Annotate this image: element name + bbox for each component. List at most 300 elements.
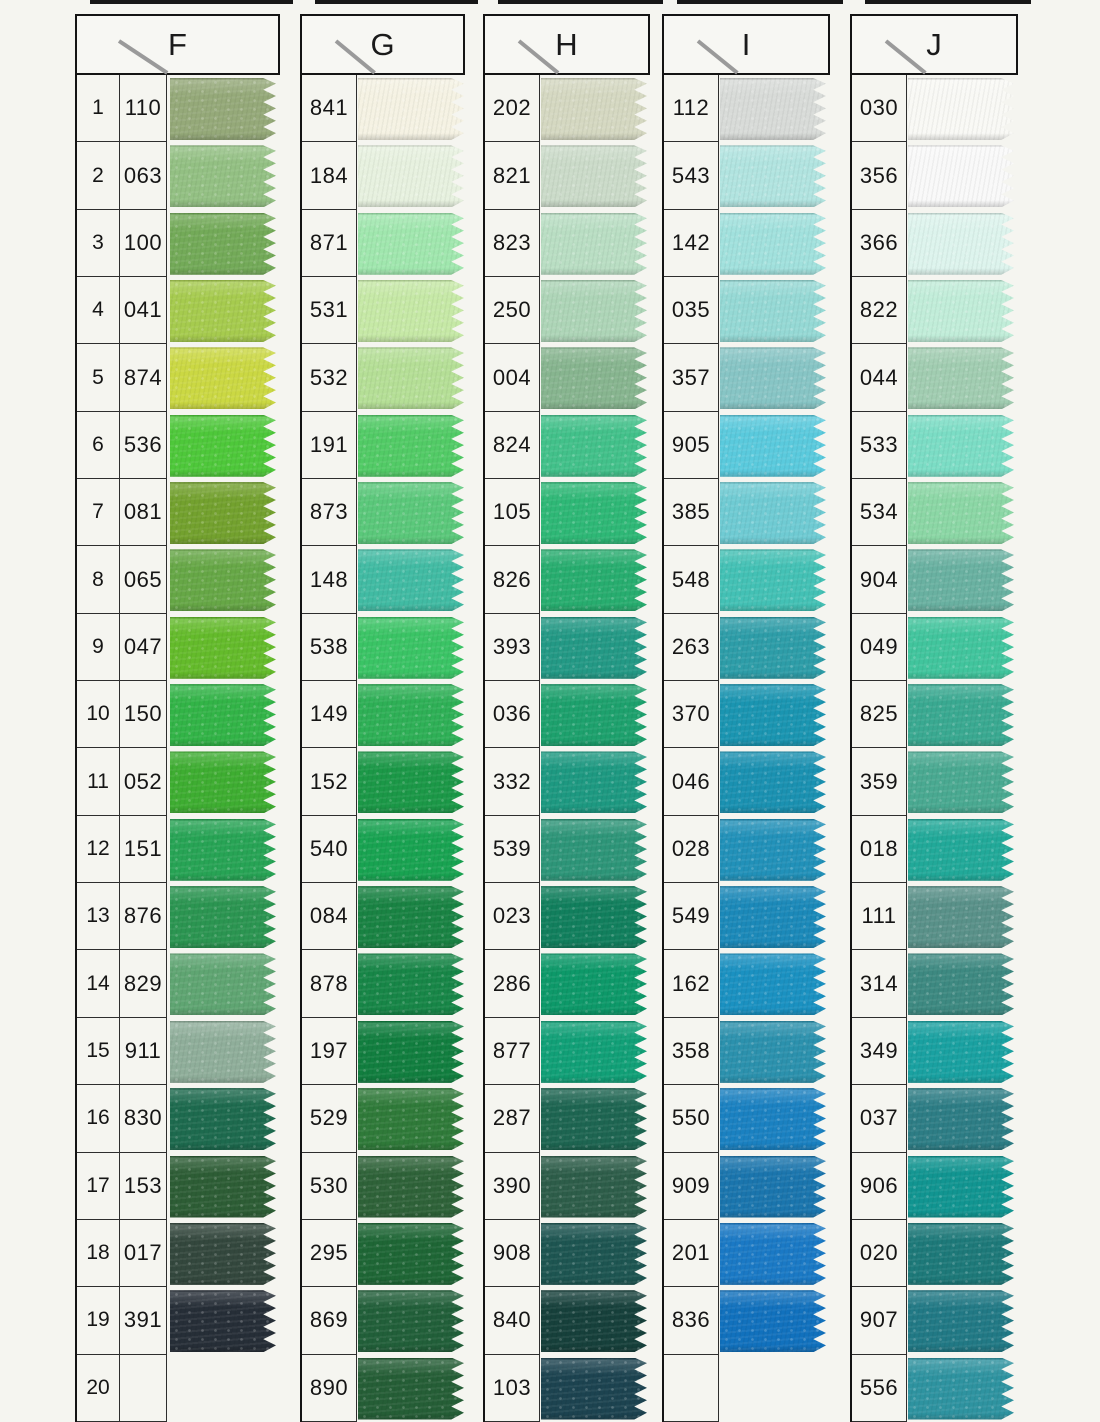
table-row bbox=[664, 816, 719, 883]
table-row bbox=[852, 210, 907, 277]
swatch-slot bbox=[358, 75, 466, 142]
fabric-swatch bbox=[358, 213, 464, 275]
swatch-slot bbox=[908, 210, 1016, 277]
header-diagonal-line-icon bbox=[519, 41, 558, 73]
color-code: 539 bbox=[485, 816, 540, 882]
table-row bbox=[77, 1355, 167, 1422]
swatch-slot bbox=[908, 816, 1016, 883]
swatch-strip bbox=[170, 75, 278, 1422]
color-code: 908 bbox=[485, 1220, 540, 1286]
swatch-slot bbox=[358, 816, 466, 883]
table-row bbox=[664, 1355, 719, 1422]
fabric-swatch bbox=[358, 1223, 464, 1285]
fabric-swatch bbox=[358, 751, 464, 813]
fabric-swatch bbox=[908, 145, 1014, 207]
table-row bbox=[485, 142, 540, 209]
table-row bbox=[852, 614, 907, 681]
color-code: 529 bbox=[302, 1085, 357, 1151]
color-code: 100 bbox=[120, 210, 167, 276]
table-row bbox=[485, 479, 540, 546]
swatch-slot bbox=[720, 546, 828, 613]
table-row bbox=[302, 344, 357, 411]
color-code: 028 bbox=[664, 816, 719, 882]
table-row bbox=[302, 681, 357, 748]
fabric-swatch bbox=[908, 549, 1014, 611]
fabric-swatch bbox=[908, 1088, 1014, 1150]
color-code: 349 bbox=[852, 1018, 907, 1084]
table-row bbox=[852, 546, 907, 613]
table-row bbox=[77, 1085, 167, 1152]
table-row bbox=[77, 883, 167, 950]
swatch-slot bbox=[358, 1355, 466, 1422]
row-number: 6 bbox=[77, 412, 120, 478]
table-row bbox=[852, 816, 907, 883]
table-row bbox=[77, 1287, 167, 1354]
swatch-slot bbox=[541, 1085, 649, 1152]
fabric-swatch bbox=[170, 1156, 276, 1218]
row-number: 12 bbox=[77, 816, 120, 882]
fabric-swatch bbox=[908, 886, 1014, 948]
color-code: 065 bbox=[120, 546, 167, 612]
table-row bbox=[77, 277, 167, 344]
table-row bbox=[302, 142, 357, 209]
fabric-swatch bbox=[720, 549, 826, 611]
fabric-swatch bbox=[358, 415, 464, 477]
swatch-slot bbox=[170, 210, 278, 277]
swatch-slot bbox=[908, 1355, 1016, 1422]
color-code: 821 bbox=[485, 142, 540, 208]
swatch-slot bbox=[358, 142, 466, 209]
swatch-slot bbox=[541, 344, 649, 411]
swatch-slot bbox=[720, 883, 828, 950]
swatch-slot bbox=[720, 277, 828, 344]
swatch-slot bbox=[908, 1153, 1016, 1220]
column-header bbox=[483, 14, 650, 75]
row-number: 3 bbox=[77, 210, 120, 276]
table-row bbox=[485, 748, 540, 815]
color-code: 869 bbox=[302, 1287, 357, 1353]
fabric-swatch bbox=[720, 751, 826, 813]
swatch-slot bbox=[541, 1018, 649, 1085]
column-letter: J bbox=[926, 27, 942, 62]
swatch-slot bbox=[358, 681, 466, 748]
color-code: 550 bbox=[664, 1085, 719, 1151]
color-code: 871 bbox=[302, 210, 357, 276]
fabric-swatch bbox=[908, 684, 1014, 746]
table-row bbox=[302, 748, 357, 815]
column-header bbox=[75, 14, 280, 75]
color-code: 023 bbox=[485, 883, 540, 949]
swatch-slot bbox=[170, 950, 278, 1017]
row-number: 9 bbox=[77, 614, 120, 680]
row-number: 1 bbox=[77, 75, 120, 141]
table-row bbox=[664, 479, 719, 546]
table-row bbox=[77, 614, 167, 681]
color-code: 370 bbox=[664, 681, 719, 747]
fabric-swatch bbox=[908, 415, 1014, 477]
swatch-slot bbox=[170, 479, 278, 546]
table-row bbox=[485, 614, 540, 681]
swatch-slot bbox=[541, 210, 649, 277]
color-code: 824 bbox=[485, 412, 540, 478]
color-code: 332 bbox=[485, 748, 540, 814]
swatch-slot bbox=[358, 950, 466, 1017]
table-row bbox=[485, 816, 540, 883]
color-code: 841 bbox=[302, 75, 357, 141]
swatch-slot bbox=[908, 748, 1016, 815]
column-letter: H bbox=[555, 27, 578, 62]
swatch-slot bbox=[170, 1220, 278, 1287]
scan-remnant-mark bbox=[677, 0, 843, 4]
table-row bbox=[302, 412, 357, 479]
fabric-swatch bbox=[170, 1088, 276, 1150]
table-row bbox=[302, 1153, 357, 1220]
color-code: 357 bbox=[664, 344, 719, 410]
table-row bbox=[302, 950, 357, 1017]
table-row bbox=[664, 277, 719, 344]
table-row bbox=[77, 210, 167, 277]
fabric-swatch bbox=[541, 1290, 647, 1352]
color-code: 878 bbox=[302, 950, 357, 1016]
fabric-swatch bbox=[720, 886, 826, 948]
fabric-swatch bbox=[358, 347, 464, 409]
fabric-swatch bbox=[720, 1156, 826, 1218]
code-cell-grid bbox=[483, 75, 540, 1422]
color-code: 904 bbox=[852, 546, 907, 612]
color-code bbox=[120, 1355, 167, 1421]
table-row bbox=[852, 344, 907, 411]
fabric-swatch bbox=[170, 617, 276, 679]
swatch-slot bbox=[170, 816, 278, 883]
swatch-slot bbox=[541, 681, 649, 748]
color-code: 103 bbox=[485, 1355, 540, 1421]
swatch-slot bbox=[908, 1085, 1016, 1152]
color-code: 826 bbox=[485, 546, 540, 612]
fabric-swatch bbox=[541, 145, 647, 207]
color-code: 018 bbox=[852, 816, 907, 882]
swatch-slot bbox=[358, 344, 466, 411]
swatch-slot bbox=[908, 277, 1016, 344]
fabric-swatch bbox=[358, 280, 464, 342]
color-code: 314 bbox=[852, 950, 907, 1016]
swatch-strip bbox=[541, 75, 649, 1422]
swatch-slot bbox=[720, 1287, 828, 1354]
table-row bbox=[485, 546, 540, 613]
fabric-swatch bbox=[720, 819, 826, 881]
swatch-slot bbox=[541, 614, 649, 681]
swatch-slot bbox=[170, 1085, 278, 1152]
fabric-swatch bbox=[720, 1021, 826, 1083]
color-code: 390 bbox=[485, 1153, 540, 1219]
row-number: 20 bbox=[77, 1355, 120, 1421]
table-row bbox=[485, 210, 540, 277]
scan-remnant-mark bbox=[865, 0, 1031, 4]
row-number: 4 bbox=[77, 277, 120, 343]
row-number: 10 bbox=[77, 681, 120, 747]
swatch-slot bbox=[908, 142, 1016, 209]
color-code: 823 bbox=[485, 210, 540, 276]
color-code: 004 bbox=[485, 344, 540, 410]
color-code: 162 bbox=[664, 950, 719, 1016]
swatch-slot bbox=[541, 950, 649, 1017]
table-row bbox=[852, 412, 907, 479]
table-row bbox=[664, 1287, 719, 1354]
table-row bbox=[77, 1018, 167, 1085]
table-row bbox=[664, 950, 719, 1017]
fabric-swatch bbox=[908, 1156, 1014, 1218]
swatch-slot bbox=[170, 614, 278, 681]
color-code: 047 bbox=[120, 614, 167, 680]
column-letter: I bbox=[741, 27, 751, 62]
row-number: 19 bbox=[77, 1287, 120, 1353]
table-row bbox=[664, 1153, 719, 1220]
fabric-swatch bbox=[170, 482, 276, 544]
table-row bbox=[485, 1220, 540, 1287]
row-number: 14 bbox=[77, 950, 120, 1016]
fabric-swatch bbox=[720, 347, 826, 409]
column-header bbox=[662, 14, 830, 75]
code-cell-grid bbox=[75, 75, 167, 1422]
swatch-slot bbox=[541, 412, 649, 479]
swatch-slot bbox=[170, 681, 278, 748]
scan-remnant-mark bbox=[315, 0, 478, 4]
fabric-swatch bbox=[720, 1088, 826, 1150]
color-code: 063 bbox=[120, 142, 167, 208]
color-column bbox=[850, 14, 1018, 1422]
column-header bbox=[850, 14, 1018, 75]
table-row bbox=[664, 748, 719, 815]
swatch-slot bbox=[720, 142, 828, 209]
color-code: 112 bbox=[664, 75, 719, 141]
color-code: 250 bbox=[485, 277, 540, 343]
fabric-swatch bbox=[541, 684, 647, 746]
swatch-slot bbox=[541, 479, 649, 546]
color-code: 385 bbox=[664, 479, 719, 545]
swatch-slot bbox=[720, 75, 828, 142]
swatch-slot bbox=[358, 1085, 466, 1152]
row-number: 18 bbox=[77, 1220, 120, 1286]
fabric-swatch bbox=[541, 213, 647, 275]
swatch-slot bbox=[541, 142, 649, 209]
swatch-slot bbox=[541, 1287, 649, 1354]
swatch-slot bbox=[358, 1153, 466, 1220]
swatch-slot bbox=[170, 412, 278, 479]
color-code: 822 bbox=[852, 277, 907, 343]
swatch-slot bbox=[170, 142, 278, 209]
table-row bbox=[77, 1153, 167, 1220]
table-row bbox=[77, 344, 167, 411]
swatch-slot bbox=[720, 1018, 828, 1085]
table-row bbox=[852, 479, 907, 546]
fabric-swatch bbox=[541, 1021, 647, 1083]
fabric-swatch bbox=[908, 751, 1014, 813]
color-code: 017 bbox=[120, 1220, 167, 1286]
color-code: 152 bbox=[302, 748, 357, 814]
table-row bbox=[302, 1220, 357, 1287]
fabric-swatch bbox=[908, 1223, 1014, 1285]
row-number: 15 bbox=[77, 1018, 120, 1084]
table-row bbox=[485, 344, 540, 411]
swatch-slot bbox=[908, 479, 1016, 546]
table-row bbox=[852, 1220, 907, 1287]
fabric-swatch bbox=[541, 1223, 647, 1285]
color-code: 359 bbox=[852, 748, 907, 814]
color-code: 905 bbox=[664, 412, 719, 478]
swatch-slot bbox=[720, 412, 828, 479]
color-code: 877 bbox=[485, 1018, 540, 1084]
color-code: 081 bbox=[120, 479, 167, 545]
fabric-swatch bbox=[358, 1156, 464, 1218]
color-code: 049 bbox=[852, 614, 907, 680]
header-diagonal-line-icon bbox=[119, 41, 167, 73]
fabric-swatch bbox=[541, 347, 647, 409]
color-code: 874 bbox=[120, 344, 167, 410]
fabric-swatch bbox=[358, 1290, 464, 1352]
color-column bbox=[300, 14, 465, 1422]
color-code: 197 bbox=[302, 1018, 357, 1084]
table-row bbox=[664, 1018, 719, 1085]
swatch-slot bbox=[908, 1018, 1016, 1085]
color-code: 110 bbox=[120, 75, 167, 141]
swatch-slot bbox=[541, 277, 649, 344]
color-code: 149 bbox=[302, 681, 357, 747]
swatch-slot bbox=[170, 75, 278, 142]
swatch-slot bbox=[170, 1355, 278, 1422]
color-code: 358 bbox=[664, 1018, 719, 1084]
fabric-swatch bbox=[541, 953, 647, 1015]
fabric-swatch bbox=[358, 1358, 464, 1420]
table-row bbox=[664, 681, 719, 748]
fabric-swatch bbox=[541, 415, 647, 477]
color-code: 534 bbox=[852, 479, 907, 545]
swatch-slot bbox=[170, 1287, 278, 1354]
table-row bbox=[302, 1018, 357, 1085]
fabric-swatch bbox=[541, 819, 647, 881]
table-row bbox=[664, 614, 719, 681]
table-row bbox=[664, 142, 719, 209]
table-row bbox=[302, 614, 357, 681]
swatch-slot bbox=[358, 546, 466, 613]
color-code: 037 bbox=[852, 1085, 907, 1151]
table-row bbox=[485, 1287, 540, 1354]
fabric-swatch bbox=[541, 280, 647, 342]
color-code: 142 bbox=[664, 210, 719, 276]
table-row bbox=[77, 142, 167, 209]
swatch-slot bbox=[170, 883, 278, 950]
table-row bbox=[485, 412, 540, 479]
scan-remnant-mark bbox=[90, 0, 293, 4]
table-row bbox=[852, 1287, 907, 1354]
color-column bbox=[483, 14, 650, 1422]
color-code: 890 bbox=[302, 1355, 357, 1421]
code-cell-grid bbox=[850, 75, 907, 1422]
swatch-slot bbox=[720, 950, 828, 1017]
fabric-swatch bbox=[170, 213, 276, 275]
table-row bbox=[664, 1220, 719, 1287]
table-row bbox=[77, 950, 167, 1017]
color-code: 148 bbox=[302, 546, 357, 612]
color-code: 111 bbox=[852, 883, 907, 949]
swatch-slot bbox=[541, 546, 649, 613]
color-code: 830 bbox=[120, 1085, 167, 1151]
color-code: 201 bbox=[664, 1220, 719, 1286]
fabric-swatch bbox=[908, 617, 1014, 679]
fabric-swatch bbox=[541, 1156, 647, 1218]
table-row bbox=[664, 210, 719, 277]
swatch-slot bbox=[720, 344, 828, 411]
swatch-slot bbox=[908, 1220, 1016, 1287]
color-code: 540 bbox=[302, 816, 357, 882]
table-row bbox=[302, 277, 357, 344]
swatch-slot bbox=[358, 210, 466, 277]
swatch-slot bbox=[358, 1018, 466, 1085]
swatch-slot bbox=[908, 950, 1016, 1017]
table-row bbox=[485, 1018, 540, 1085]
fabric-swatch bbox=[170, 886, 276, 948]
fabric-swatch bbox=[170, 1223, 276, 1285]
color-code: 036 bbox=[485, 681, 540, 747]
color-code: 020 bbox=[852, 1220, 907, 1286]
fabric-swatch bbox=[541, 1358, 647, 1420]
fabric-swatch bbox=[541, 617, 647, 679]
fabric-swatch bbox=[358, 78, 464, 140]
table-row bbox=[485, 883, 540, 950]
color-code: 531 bbox=[302, 277, 357, 343]
swatch-slot bbox=[720, 681, 828, 748]
row-number: 16 bbox=[77, 1085, 120, 1151]
fabric-swatch bbox=[170, 78, 276, 140]
fabric-swatch bbox=[908, 1290, 1014, 1352]
swatch-slot bbox=[908, 412, 1016, 479]
swatch-slot bbox=[720, 614, 828, 681]
fabric-swatch bbox=[170, 684, 276, 746]
color-column bbox=[75, 14, 280, 1422]
table-row bbox=[302, 883, 357, 950]
color-column bbox=[662, 14, 830, 1422]
fabric-swatch bbox=[908, 482, 1014, 544]
table-row bbox=[852, 1355, 907, 1422]
fabric-swatch bbox=[908, 1021, 1014, 1083]
table-row bbox=[485, 1355, 540, 1422]
swatch-slot bbox=[541, 1355, 649, 1422]
swatch-slot bbox=[720, 1085, 828, 1152]
fabric-swatch bbox=[358, 684, 464, 746]
color-code: 829 bbox=[120, 950, 167, 1016]
column-letter: G bbox=[370, 27, 395, 62]
row-number: 5 bbox=[77, 344, 120, 410]
fabric-swatch bbox=[908, 280, 1014, 342]
swatch-slot bbox=[720, 816, 828, 883]
fabric-swatch bbox=[720, 684, 826, 746]
color-code: 153 bbox=[120, 1153, 167, 1219]
row-number: 17 bbox=[77, 1153, 120, 1219]
swatch-slot bbox=[170, 344, 278, 411]
fabric-swatch bbox=[908, 953, 1014, 1015]
table-row bbox=[852, 75, 907, 142]
fabric-swatch bbox=[170, 145, 276, 207]
swatch-slot bbox=[358, 748, 466, 815]
table-row bbox=[77, 681, 167, 748]
color-code: 030 bbox=[852, 75, 907, 141]
table-row bbox=[302, 816, 357, 883]
table-row bbox=[485, 277, 540, 344]
fabric-swatch bbox=[541, 78, 647, 140]
swatch-slot bbox=[170, 1018, 278, 1085]
color-code: 873 bbox=[302, 479, 357, 545]
fabric-swatch bbox=[908, 78, 1014, 140]
fabric-swatch bbox=[170, 953, 276, 1015]
table-row bbox=[77, 412, 167, 479]
